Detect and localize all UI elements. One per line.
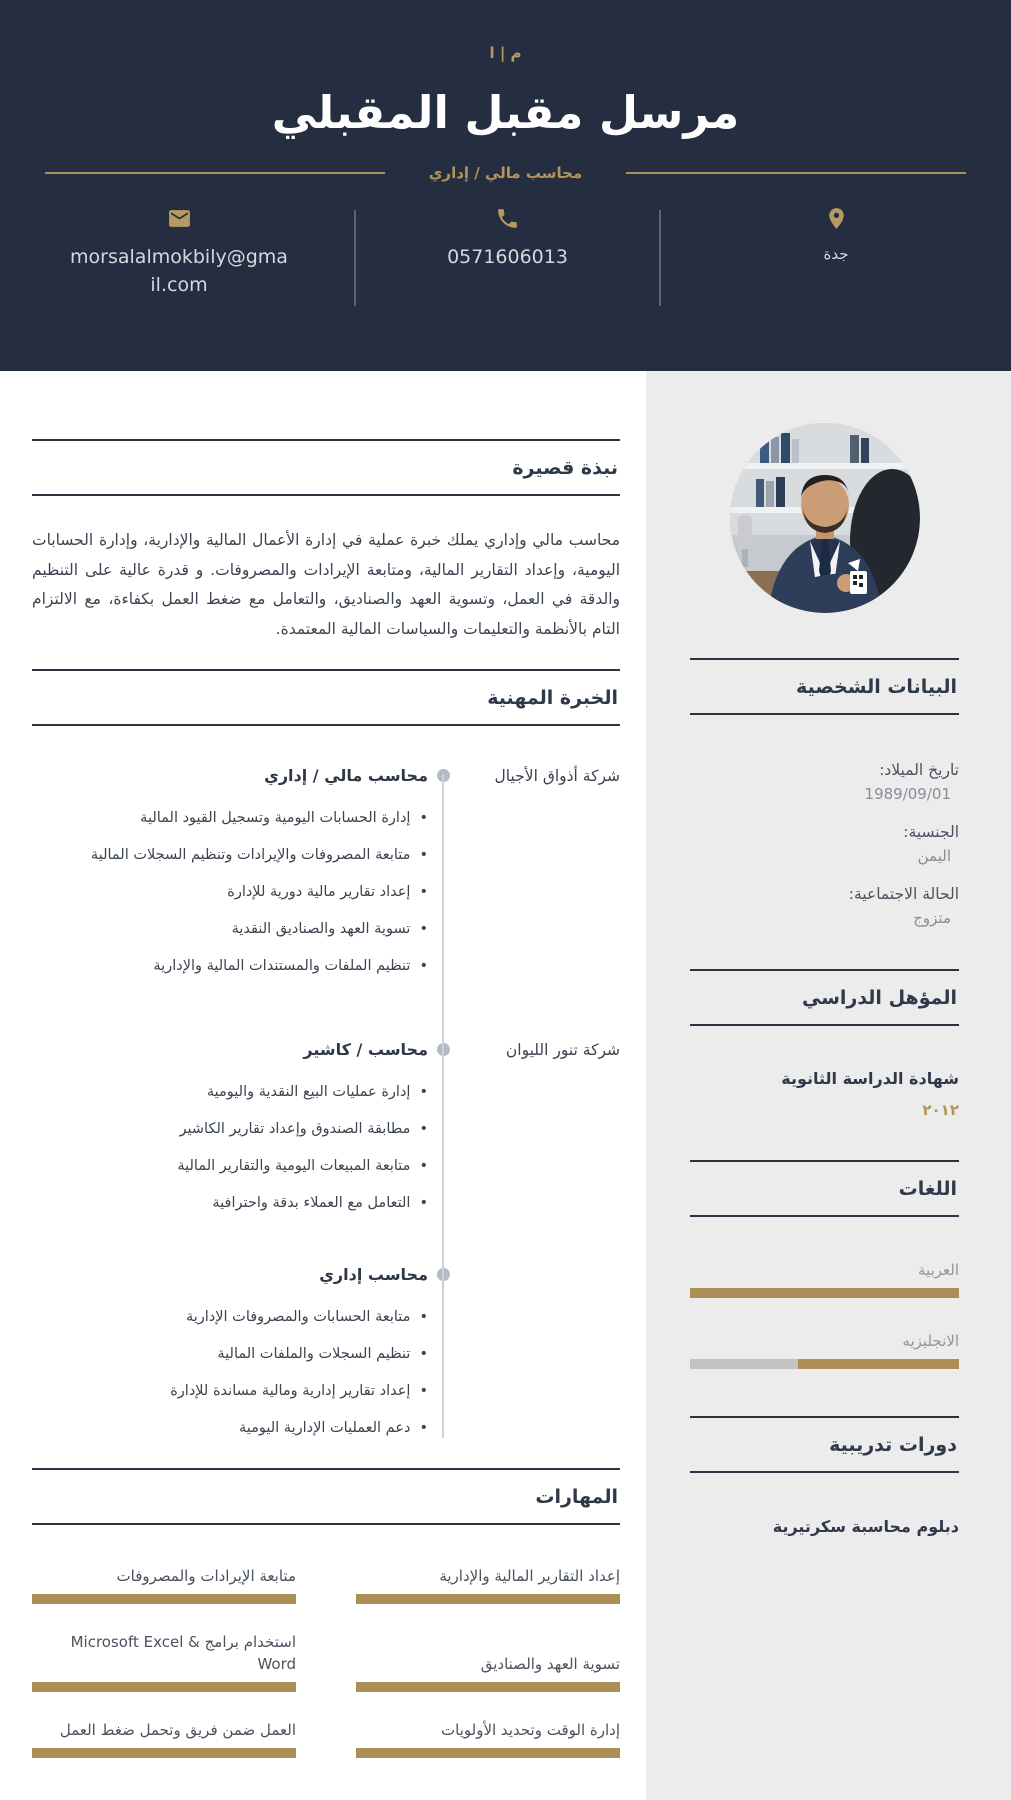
section-title: دورات تدريبية bbox=[829, 1434, 957, 1456]
job-content bbox=[32, 1038, 428, 1215]
section-title: المهارات bbox=[535, 1486, 618, 1508]
course-item: دبلوم محاسبة سكرتيرية bbox=[772, 1517, 959, 1536]
timeline-dot bbox=[437, 1268, 450, 1281]
bullet-dot-icon: • bbox=[419, 921, 428, 937]
skill-item bbox=[32, 1565, 296, 1604]
section-skills-header bbox=[32, 1468, 620, 1525]
bullet-dot-icon: • bbox=[419, 884, 428, 900]
bullet-dot-icon: • bbox=[419, 1309, 428, 1325]
job-role: محاسب إداري bbox=[319, 1265, 428, 1284]
skill-label: العمل ضمن فريق وتحمل ضغط العمل bbox=[59, 1721, 296, 1739]
language-level-fill bbox=[690, 1288, 959, 1298]
job-bullet bbox=[32, 1306, 428, 1329]
subtitle-line-right bbox=[626, 172, 966, 174]
skill-level-bar bbox=[32, 1682, 296, 1692]
skill-item bbox=[356, 1653, 620, 1692]
bullet-dot-icon: • bbox=[419, 1121, 428, 1137]
job-bullets bbox=[32, 1081, 428, 1215]
skill-item bbox=[356, 1719, 620, 1758]
experience-timeline bbox=[32, 764, 620, 1440]
section-title: البيانات الشخصية bbox=[796, 676, 957, 698]
section-summary-header bbox=[32, 439, 620, 496]
skill-level-bar bbox=[32, 1748, 296, 1758]
section-title: اللغات bbox=[898, 1178, 957, 1200]
job-bullet bbox=[32, 955, 428, 978]
bullet-text: تسوية العهد والصناديق النقدية bbox=[231, 921, 411, 937]
job-bullet bbox=[32, 1118, 428, 1141]
language-level-bar bbox=[690, 1359, 959, 1369]
bullet-dot-icon: • bbox=[419, 847, 428, 863]
job-role: محاسب / كاشير bbox=[303, 1040, 428, 1059]
job-title: محاسب مالي / إداري bbox=[428, 164, 583, 182]
monogram: م | ا bbox=[489, 44, 522, 62]
contact-divider bbox=[659, 210, 661, 306]
bullet-dot-icon: • bbox=[419, 958, 428, 974]
experience-entry bbox=[32, 764, 620, 978]
location-pin-icon bbox=[824, 206, 849, 231]
job-bullet bbox=[32, 1192, 428, 1215]
skill-level-bar bbox=[356, 1594, 620, 1604]
company-name: شركة تنور الليوان bbox=[505, 1041, 620, 1059]
language-item-english bbox=[690, 1330, 959, 1369]
job-bullet bbox=[32, 844, 428, 867]
bullet-dot-icon: • bbox=[419, 1383, 428, 1399]
personal-item-marital-status bbox=[690, 883, 959, 929]
skill-item bbox=[32, 1719, 296, 1758]
section-education-header bbox=[690, 969, 959, 1026]
envelope-icon bbox=[167, 206, 192, 231]
personal-item-nationality bbox=[690, 821, 959, 867]
personal-label: تاريخ الميلاد: bbox=[879, 761, 959, 779]
bullet-dot-icon: • bbox=[419, 1158, 428, 1174]
bullet-text: تنظيم السجلات والملفات المالية bbox=[217, 1346, 411, 1362]
bullet-dot-icon: • bbox=[419, 1084, 428, 1100]
language-label: العربية bbox=[918, 1261, 959, 1279]
bullet-dot-icon: • bbox=[419, 1346, 428, 1362]
bullet-dot-icon: • bbox=[419, 1420, 428, 1436]
subtitle-line-left bbox=[45, 172, 385, 174]
bullet-text: إدارة الحسابات اليومية وتسجيل القيود المالية bbox=[140, 810, 411, 826]
skill-level-bar bbox=[356, 1748, 620, 1758]
section-languages-header bbox=[690, 1160, 959, 1217]
language-level-fill bbox=[798, 1359, 959, 1369]
person-name: مرسل مقبل المقبلي bbox=[271, 86, 740, 139]
phone-value[interactable]: 0571606013 bbox=[447, 246, 568, 268]
skill-label: متابعة الإيرادات والمصروفات bbox=[116, 1567, 296, 1585]
sidebar bbox=[646, 371, 1011, 1800]
personal-value: 1989/09/01 bbox=[864, 785, 951, 803]
job-title-row bbox=[0, 164, 1011, 182]
timeline-dot bbox=[437, 769, 450, 782]
section-title: الخبرة المهنية bbox=[487, 687, 618, 709]
company-name: شركة أذواق الأجيال bbox=[494, 767, 620, 785]
page-body bbox=[0, 371, 1011, 1800]
job-bullet bbox=[32, 1417, 428, 1440]
skill-label: تسوية العهد والصناديق bbox=[480, 1655, 620, 1673]
section-personal-data-header bbox=[690, 658, 959, 715]
bullet-text: التعامل مع العملاء بدقة واحترافية bbox=[212, 1195, 411, 1211]
bullet-text: مطابقة الصندوق وإعداد تقارير الكاشير bbox=[179, 1121, 411, 1137]
job-bullet bbox=[32, 1155, 428, 1178]
job-content bbox=[32, 764, 428, 978]
skill-item bbox=[356, 1565, 620, 1604]
bullet-text: إعداد تقارير إدارية ومالية مساندة للإدارة bbox=[170, 1383, 411, 1399]
company-name bbox=[458, 1263, 620, 1440]
bullet-dot-icon: • bbox=[419, 810, 428, 826]
skill-label: إدارة الوقت وتحديد الأولويات bbox=[441, 1721, 620, 1739]
personal-item-birthdate bbox=[690, 759, 959, 805]
skill-level-fill bbox=[356, 1748, 620, 1758]
timeline-cell bbox=[428, 1263, 458, 1440]
section-title: المؤهل الدراسي bbox=[801, 987, 957, 1009]
experience-entry bbox=[32, 1038, 620, 1215]
skill-label: إعداد التقارير المالية والإدارية bbox=[439, 1567, 620, 1585]
bullet-text: تنظيم الملفات والمستندات المالية والإدارية bbox=[153, 958, 411, 974]
profile-photo bbox=[730, 423, 920, 613]
skill-label: استخدام برامج Microsoft Excel & Word bbox=[70, 1633, 296, 1673]
bullet-text: متابعة الحسابات والمصروفات الإدارية bbox=[185, 1309, 411, 1325]
bullet-dot-icon: • bbox=[419, 1195, 428, 1211]
personal-value: اليمن bbox=[917, 847, 951, 865]
experience-entry bbox=[32, 1263, 620, 1440]
skill-level-fill bbox=[32, 1748, 296, 1758]
personal-label: الحالة الاجتماعية: bbox=[848, 885, 959, 903]
skills-grid bbox=[32, 1565, 620, 1758]
contact-row bbox=[0, 206, 1011, 306]
job-role: محاسب مالي / إداري bbox=[264, 766, 428, 785]
job-bullet bbox=[32, 881, 428, 904]
job-bullet bbox=[32, 918, 428, 941]
section-title: نبذة قصيرة bbox=[512, 457, 618, 479]
language-label: الانجليزيه bbox=[902, 1332, 959, 1350]
location-value: جدة bbox=[823, 245, 849, 263]
timeline-dot bbox=[437, 1043, 450, 1056]
profile-photo-illustration bbox=[730, 423, 920, 613]
job-bullets bbox=[32, 1306, 428, 1440]
email-value[interactable]: morsalalmokbily@gmail.com bbox=[70, 246, 288, 296]
education-degree: شهادة الدراسة الثانوية bbox=[781, 1069, 959, 1088]
bullet-text: إعداد تقارير مالية دورية للإدارة bbox=[227, 884, 411, 900]
job-bullets bbox=[32, 807, 428, 978]
job-bullet bbox=[32, 1081, 428, 1104]
language-level-bar bbox=[690, 1288, 959, 1298]
timeline-cell bbox=[428, 1038, 458, 1215]
contact-email bbox=[4, 206, 354, 299]
summary-text: محاسب مالي وإداري يملك خبرة عملية في إدارة الأعمال المالية والإدارية، وإدارة الحسابات اليومية، وإعداد التقارير المالية، ومتابعة الإيرادات والمصروفات. و قدرة عالية على التنظيم والدقة في العمل، وتسوية العهد والصناديق، والتعامل مع ضغط العمل بكفاءة، مع الالتزام التام بالأنظمة والتعليمات والسياسات المالية المعتمدة. bbox=[32, 531, 620, 638]
contact-location bbox=[661, 206, 1011, 266]
job-bullet bbox=[32, 807, 428, 830]
skill-level-bar bbox=[356, 1682, 620, 1692]
skill-level-fill bbox=[32, 1594, 296, 1604]
skill-item bbox=[32, 1631, 296, 1692]
contact-phone bbox=[356, 206, 659, 272]
skill-level-fill bbox=[32, 1682, 296, 1692]
bullet-text: متابعة المصروفات والإيرادات وتنظيم السجلات المالية bbox=[90, 847, 411, 863]
skill-level-fill bbox=[356, 1682, 620, 1692]
language-item-arabic bbox=[690, 1259, 959, 1298]
bullet-text: إدارة عمليات البيع النقدية واليومية bbox=[206, 1084, 411, 1100]
header bbox=[0, 0, 1011, 371]
skill-level-fill bbox=[356, 1594, 620, 1604]
bullet-text: متابعة المبيعات اليومية والتقارير المالية bbox=[177, 1158, 411, 1174]
section-courses-header bbox=[690, 1416, 959, 1473]
job-bullet bbox=[32, 1343, 428, 1366]
job-bullet bbox=[32, 1380, 428, 1403]
skill-level-bar bbox=[32, 1594, 296, 1604]
bullet-text: دعم العمليات الإدارية اليومية bbox=[238, 1420, 411, 1436]
job-content bbox=[32, 1263, 428, 1440]
timeline-cell bbox=[428, 764, 458, 978]
personal-value: متزوج bbox=[913, 909, 951, 927]
contact-divider bbox=[354, 210, 356, 306]
section-experience-header bbox=[32, 669, 620, 726]
phone-icon bbox=[495, 206, 520, 231]
education-year: ٢٠١٢ bbox=[922, 1101, 959, 1119]
personal-label: الجنسية: bbox=[903, 823, 959, 841]
main-content bbox=[0, 371, 646, 1800]
